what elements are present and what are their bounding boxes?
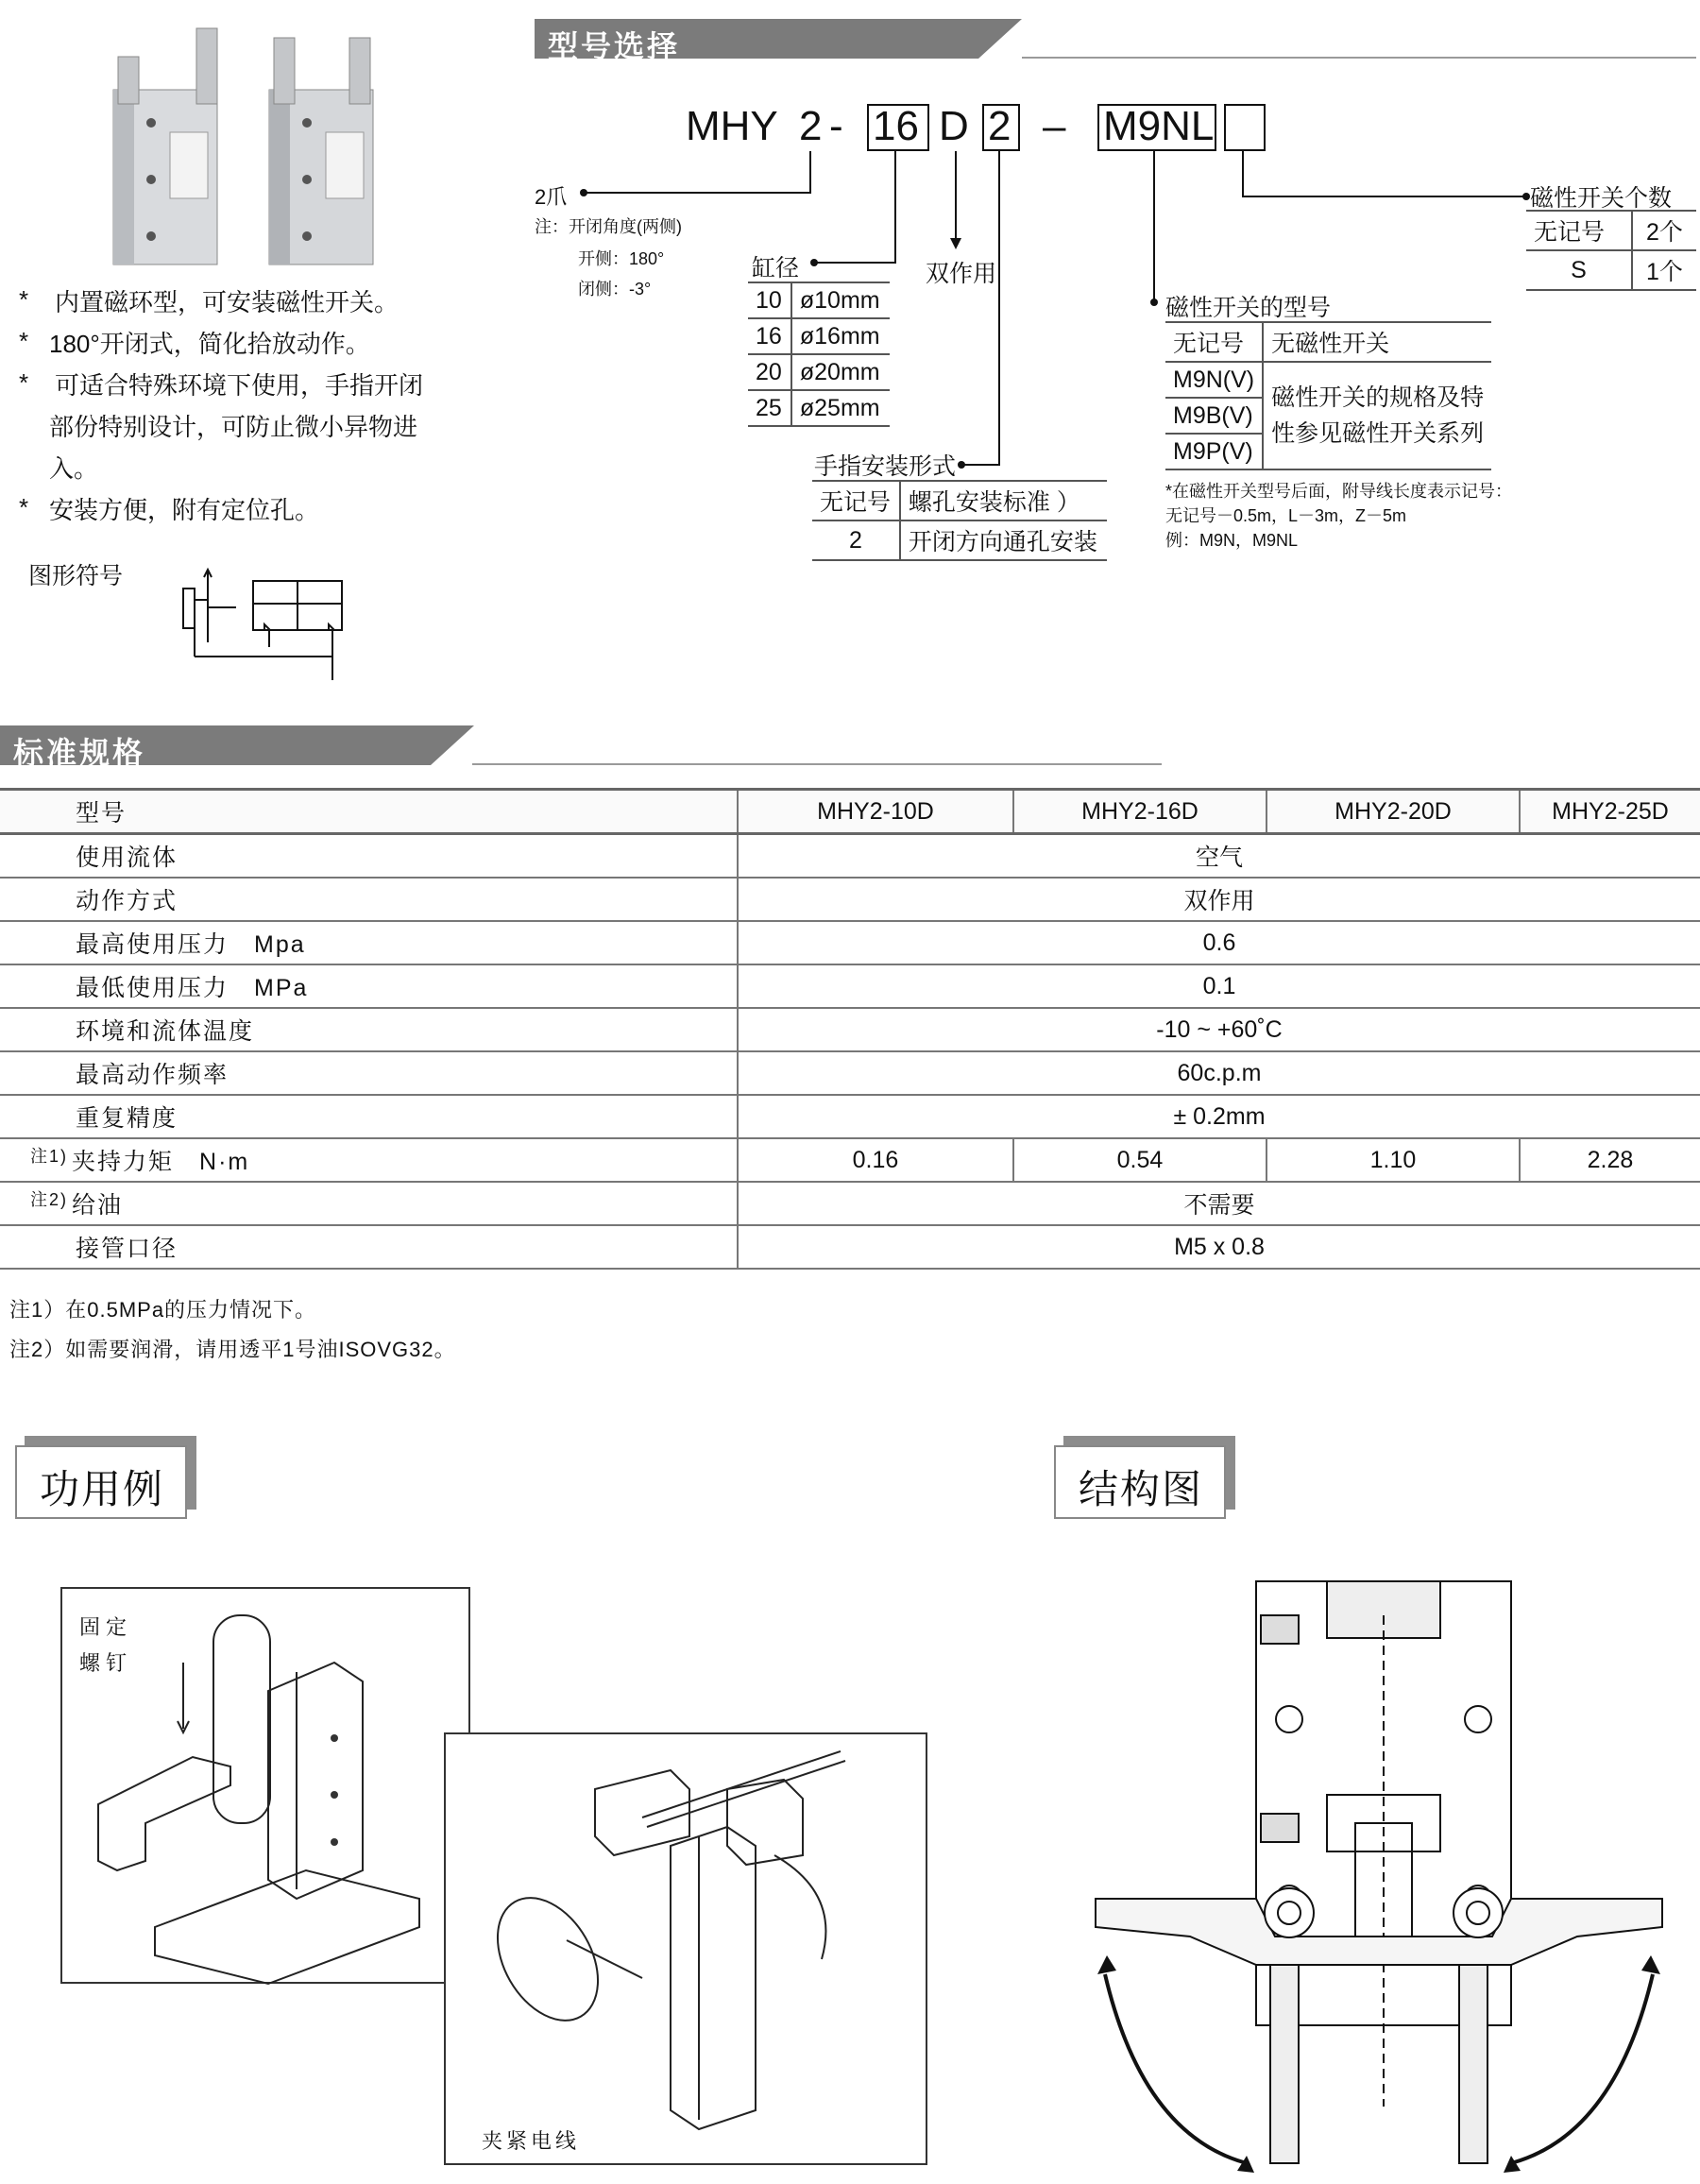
code-switch: M9NL bbox=[1103, 103, 1215, 149]
bore-code: 16 bbox=[748, 318, 791, 354]
torque-value: 2.28 bbox=[1520, 1138, 1700, 1182]
count-code: 无记号 bbox=[1526, 211, 1632, 250]
code-finger: 2 bbox=[988, 103, 1012, 149]
count-code: S bbox=[1526, 250, 1632, 290]
feature-bullet: * bbox=[19, 368, 29, 397]
spec-row-label: 最高使用压力 Mpa bbox=[0, 921, 738, 964]
code-action: D bbox=[939, 103, 969, 149]
claws-note: 注：开闭角度(两侧) bbox=[535, 217, 682, 236]
table-row bbox=[0, 921, 1700, 964]
code-dash: - bbox=[829, 103, 843, 149]
action-label: 双作用 bbox=[926, 261, 997, 287]
feature-item: 180°开闭式，简化拾放动作。 bbox=[49, 330, 370, 358]
table-row bbox=[0, 1225, 1700, 1269]
feature-item: 内置磁环型，可安装磁性开关。 bbox=[55, 288, 400, 316]
spec-row-value: 不需要 bbox=[738, 1182, 1700, 1225]
table-row bbox=[1165, 362, 1491, 398]
count-value: 2个 bbox=[1646, 219, 1683, 246]
switch-code: M9N(V) bbox=[1165, 362, 1263, 398]
spec-row-label bbox=[0, 1182, 738, 1225]
table-row bbox=[0, 1008, 1700, 1051]
switch-type-table bbox=[1165, 321, 1491, 470]
spec-row-value: 双作用 bbox=[738, 878, 1700, 921]
count-value: 1个 bbox=[1646, 259, 1683, 285]
application-frame-1 bbox=[60, 1587, 472, 1984]
table-row bbox=[1526, 211, 1696, 250]
spec-row-label: 最低使用压力 MPa bbox=[0, 964, 738, 1008]
switch-desc bbox=[1263, 362, 1491, 469]
spec-model: MHY2-20D bbox=[1266, 790, 1520, 834]
finger-code: 2 bbox=[812, 520, 900, 560]
bore-label: 缸径 bbox=[752, 255, 800, 282]
table-row bbox=[0, 790, 1700, 834]
spec-row-value: ± 0.2mm bbox=[738, 1095, 1700, 1138]
spec-row-value: 0.1 bbox=[738, 964, 1700, 1008]
application-frame-2 bbox=[444, 1732, 929, 2167]
spec-note: 注2）如需要润滑，请用透平1号油ISOVG32。 bbox=[9, 1338, 456, 1361]
spec-row-label: 使用流体 bbox=[0, 834, 738, 879]
spec-row-value: 空气 bbox=[738, 834, 1700, 879]
table-row bbox=[0, 878, 1700, 921]
model-selection-title: 型号选择 bbox=[548, 29, 681, 63]
table-row bbox=[1526, 250, 1696, 290]
switch-desc: 无磁性开关 bbox=[1271, 331, 1390, 357]
clamp-wire-label: 夹紧电线 bbox=[482, 2129, 581, 2153]
switch-code: 无记号 bbox=[1165, 322, 1263, 362]
application-title: 功用例 bbox=[40, 1467, 165, 1511]
oil-label: 给油 bbox=[72, 1192, 124, 1219]
bore-table bbox=[748, 282, 890, 427]
feature-bullet: * bbox=[19, 493, 29, 521]
torque-label: 夹持力矩 N·m bbox=[72, 1149, 250, 1175]
claws-label: 2爪 bbox=[535, 185, 568, 209]
switch-note: 无记号－0.5m，L－3m，Z－5m bbox=[1165, 506, 1407, 525]
spec-row-label: 环境和流体温度 bbox=[0, 1008, 738, 1051]
spec-header-label: 型号 bbox=[0, 790, 738, 834]
torque-value: 0.16 bbox=[738, 1138, 1013, 1182]
table-row bbox=[0, 1138, 1700, 1182]
table-row bbox=[1165, 322, 1491, 362]
spec-banner bbox=[0, 725, 1162, 770]
fix-screw-label: 固定 bbox=[79, 1615, 133, 1639]
bore-code: 10 bbox=[748, 282, 791, 318]
spec-row-value: -10 ~ +60˚C bbox=[738, 1008, 1700, 1051]
table-row bbox=[0, 1051, 1700, 1095]
spec-title: 标准规格 bbox=[13, 736, 146, 770]
spec-model: MHY2-16D bbox=[1013, 790, 1266, 834]
code-bore: 16 bbox=[873, 103, 919, 149]
bore-size: ø16mm bbox=[799, 322, 880, 350]
table-row bbox=[812, 481, 1107, 520]
spec-row-label: 重复精度 bbox=[0, 1095, 738, 1138]
bore-size: ø20mm bbox=[799, 358, 880, 385]
switch-desc-line: 磁性开关的规格及特 bbox=[1271, 384, 1485, 411]
finger-desc: 开闭方向通孔安装 bbox=[908, 529, 1097, 555]
spec-row-label: 接管口径 bbox=[0, 1225, 738, 1269]
spec-row-label: 最高动作频率 bbox=[0, 1051, 738, 1095]
feature-bullet: * bbox=[19, 285, 29, 314]
table-row bbox=[812, 520, 1107, 560]
bore-code: 25 bbox=[748, 390, 791, 426]
feature-item: 安装方便，附有定位孔。 bbox=[49, 496, 320, 524]
spec-row-value: M5 x 0.8 bbox=[738, 1225, 1700, 1269]
note-marker: 注2) bbox=[30, 1190, 69, 1209]
finger-mount-table bbox=[812, 480, 1107, 561]
symbol-label: 图形符号 bbox=[28, 563, 124, 589]
spec-row-label: 动作方式 bbox=[0, 878, 738, 921]
finger-desc: 螺孔安装标准 ） bbox=[908, 489, 1080, 516]
code-claws: 2 bbox=[799, 103, 823, 149]
switch-desc-line: 性参见磁性开关系列 bbox=[1271, 420, 1485, 447]
torque-value: 0.54 bbox=[1013, 1138, 1266, 1182]
switch-note: *在磁性开关型号后面，附导线长度表示记号： bbox=[1165, 482, 1513, 501]
torque-value: 1.10 bbox=[1266, 1138, 1520, 1182]
table-row bbox=[748, 390, 890, 426]
code-dash2: – bbox=[1043, 103, 1066, 149]
spec-model: MHY2-10D bbox=[738, 790, 1013, 834]
table-row bbox=[0, 1182, 1700, 1225]
bore-size: ø10mm bbox=[799, 286, 880, 314]
spec-row-value: 0.6 bbox=[738, 921, 1700, 964]
structure-title-box bbox=[1054, 1445, 1226, 1519]
feature-bullet: * bbox=[19, 327, 29, 355]
finger-mount-label: 手指安装形式 bbox=[814, 453, 957, 480]
feature-item: 入。 bbox=[49, 454, 99, 483]
table-row bbox=[0, 1095, 1700, 1138]
application-title-box bbox=[15, 1445, 187, 1519]
switch-code: M9P(V) bbox=[1165, 434, 1263, 469]
feature-item: 可适合特殊环境下使用，手指开闭 bbox=[55, 371, 424, 400]
fix-screw-label: 螺钉 bbox=[79, 1651, 133, 1675]
bore-size: ø25mm bbox=[799, 394, 880, 421]
note-marker: 注1) bbox=[30, 1147, 69, 1166]
switch-count-label: 磁性开关个数 bbox=[1530, 185, 1673, 212]
feature-item: 部份特别设计，可防止微小异物进 bbox=[49, 413, 418, 441]
table-row bbox=[748, 318, 890, 354]
bore-code: 20 bbox=[748, 354, 791, 390]
spec-table bbox=[0, 788, 1700, 1270]
table-row bbox=[0, 834, 1700, 879]
table-row bbox=[748, 354, 890, 390]
switch-code: M9B(V) bbox=[1165, 398, 1263, 434]
spec-row-value: 60c.p.m bbox=[738, 1051, 1700, 1095]
switch-note: 例：M9N，M9NL bbox=[1165, 531, 1299, 550]
structure-drawing bbox=[1086, 1578, 1672, 2182]
finger-code: 无记号 bbox=[812, 481, 900, 520]
table-row bbox=[748, 282, 890, 318]
pneumatic-symbol bbox=[179, 562, 359, 685]
code-series: MHY bbox=[686, 103, 778, 149]
table-row bbox=[0, 964, 1700, 1008]
switch-type-label: 磁性开关的型号 bbox=[1165, 295, 1332, 321]
switch-count-table bbox=[1526, 210, 1696, 291]
claws-closed: 闭侧：-3° bbox=[578, 280, 652, 299]
structure-title: 结构图 bbox=[1079, 1467, 1204, 1511]
spec-note: 注1）在0.5MPa的压力情况下。 bbox=[9, 1298, 317, 1322]
spec-model: MHY2-25D bbox=[1520, 790, 1700, 834]
claws-open: 开侧：180° bbox=[578, 249, 665, 268]
spec-row-label bbox=[0, 1138, 738, 1182]
